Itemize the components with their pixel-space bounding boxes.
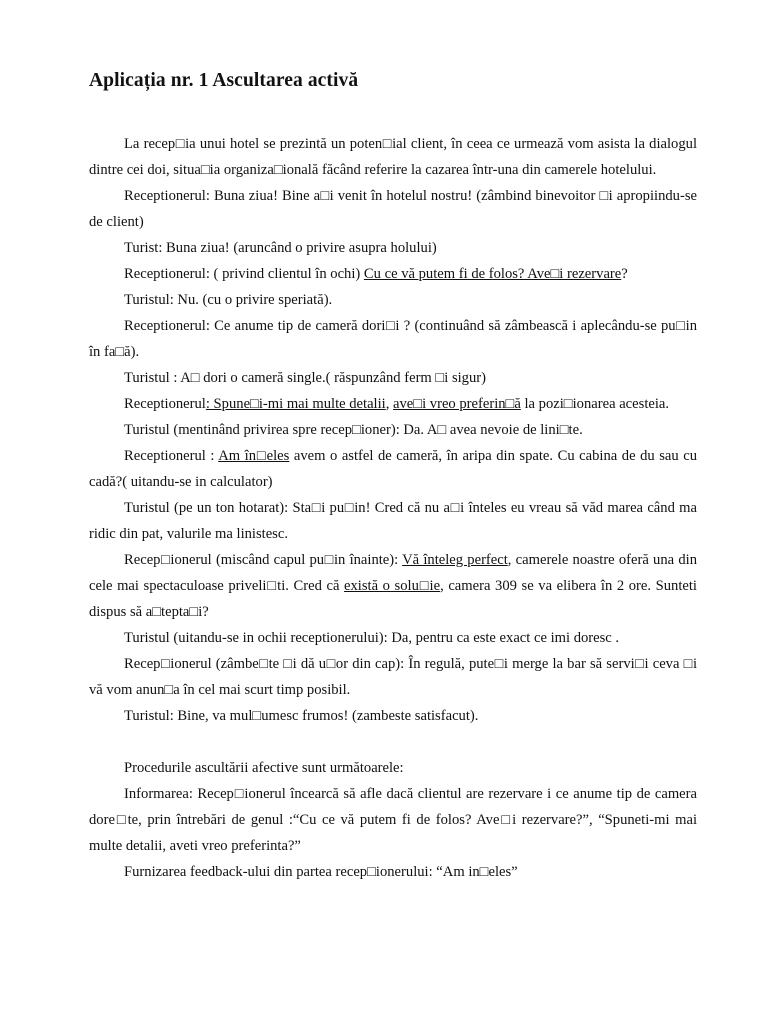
paragraph-sea-view: Turistul (pe un ton hotarat): Sta□i pu□in! Cred că nu a□i înteles eu vreau să văd marea când ma ridic din pat, valurile ma linistesc. (89, 500, 697, 542)
dialogue-text: Receptionerul: ( privind clientul în ochi) (124, 266, 364, 282)
dialogue-text: avem o astfel de cameră, în aripa din spate. Cu cabina de du sau cu cadă?( uitandu-se in calculator) (89, 448, 698, 490)
paragraph-agree: Turistul (uitandu-se in ochii receptionerului): Da, pentru ca este exact ce imi doresc . (124, 630, 620, 646)
paragraph-bar: Recep□ionerul (zâmbe□te □i dă u□or din cap): În regulă, pute□i merge la bar să servi□i ceva □i vă vom anun□a în cel mai scurt timp posibil. (89, 656, 697, 698)
paragraph-tourist-greeting: Turist: Buna ziua! (aruncând o privire asupra holului) (124, 240, 437, 256)
paragraph-receptionist-question (89, 261, 697, 287)
dialogue-text: Receptionerul (124, 396, 206, 412)
underlined-phrase: Cu ce vă putem fi de folos? Ave□i rezervare (363, 266, 622, 282)
dialogue-text: , camera 309 se va elibera în 2 ore. Sunteti dispus să a□tepta□i? (89, 578, 697, 620)
paragraph-quiet: Turistul (mentinând privirea spre recep□ioner): Da. A□ avea nevoie de lini□te. (124, 422, 583, 438)
dialogue-text: ? (621, 266, 628, 282)
underlined-phrase: există o solu□ie (344, 578, 441, 594)
paragraph-room-type: Receptionerul: Ce anume tip de cameră dori□i ? (continuând să zâmbească i aplecându-se pu□in în fa□ă). (89, 318, 697, 360)
paragraph-solution (89, 547, 697, 625)
underlined-phrase: ave□i vreo preferin□ă (393, 396, 521, 412)
paragraph-thanks: Turistul: Bine, va mul□umesc frumos! (zambeste satisfacut). (124, 708, 479, 724)
dialogue-text: , (385, 396, 394, 412)
underlined-phrase: Vă înteleg perfect (402, 552, 508, 568)
paragraph-understood (89, 443, 697, 495)
underlined-phrase: Am în□eles (218, 448, 290, 464)
paragraph-gap (89, 729, 697, 755)
paragraph-details (89, 391, 697, 417)
dialogue-text: Receptionerul : (124, 448, 219, 464)
dialogue-text: la pozi□ionarea acesteia. (520, 396, 670, 412)
paragraph-single-room: Turistul : A□ dori o cameră single.( răspunzând ferm □i sigur) (124, 370, 486, 386)
underlined-phrase: : Spune□i-mi mai multe detalii (205, 396, 386, 412)
paragraph-receptionist-greeting: Receptionerul: Buna ziua! Bine a□i venit în hotelul nostru! (zâmbind binevoitor □i apropiindu-se de client) (89, 188, 697, 230)
dialogue-text: Recep□ionerul (miscând capul pu□in înainte): (124, 552, 403, 568)
paragraph-procedures-heading: Procedurile ascultării afective sunt următoarele: (124, 760, 404, 776)
dialogue-text: , camerele noastre oferă una din cele mai spectaculoase priveli□ti. Cred că (89, 552, 697, 594)
paragraph-informing: Informarea: Recep□ionerul încearcă să afle dacă clientul are rezervare i ce anume tip de camera dore□te, prin întrebări de genul :“Cu ce vă putem fi de folos? Ave□i rezervare?”, “Spuneti-mi mai multe detalii, aveti vreo preferinta?” (89, 786, 697, 854)
paragraph-intro: La recep□ia unui hotel se prezintă un poten□ial client, în ceea ce urmează vom asista la dialogul dintre cei doi, situa□ia organiza□ională făcând referire la cazarea într-una din camerele hotelului. (89, 136, 697, 178)
paragraph-tourist-no: Turistul: Nu. (cu o privire speriată). (124, 292, 333, 308)
document-body (89, 131, 697, 885)
document-title: Aplicația nr. 1 Ascultarea activă (89, 70, 359, 91)
paragraph-feedback: Furnizarea feedback-ului din partea recep□ionerului: “Am in□eles” (124, 864, 518, 880)
